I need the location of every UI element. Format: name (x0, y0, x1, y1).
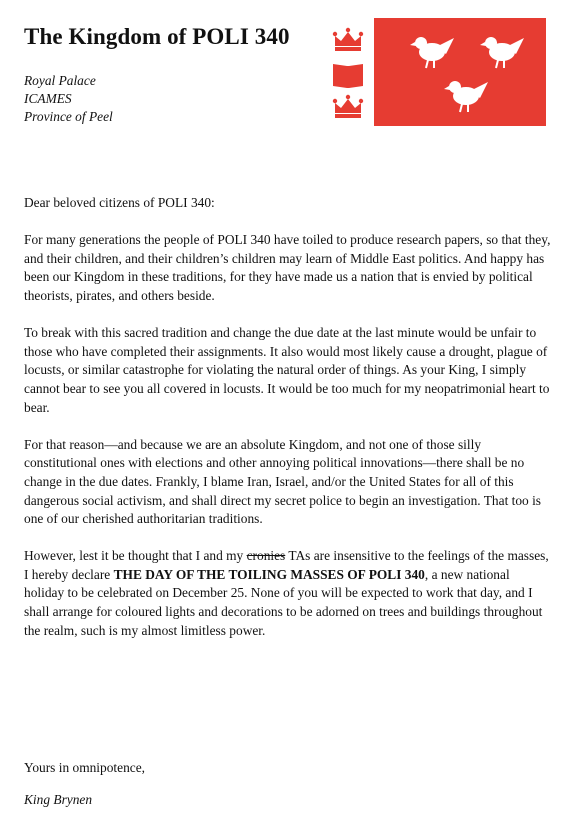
paragraph (24, 547, 552, 640)
address-line: ICAMES (24, 91, 72, 106)
paragraph: For that reason—and because we are an absolute Kingdom, and not one of those silly constitutional ones with elections and other annoying political innovations—there shall be no change in the due dates. Frankly, I blame Iran, Israel, and/or the United States for all of this dangerous social activism, and shall direct my secret police to begin an investigation. That too is one of our cherished authoritarian traditions. (24, 436, 542, 527)
closing: Yours in omnipotence, (24, 760, 146, 775)
book-icon (333, 64, 363, 88)
address-line: Royal Palace (24, 73, 96, 88)
paragraph: To break with this sacred tradition and change the due date at the last minute would be unfair to those who have completed their assignments. It also would most likely cause a drought, plague of locusts, or similar catastrophe for violating the natural order of things. As your King, I simply cannot bear to see you all covered in locusts. It would be too much for my neopatrimonial heart to bear. (24, 325, 550, 415)
text-run: However, lest it be thought that I and my (24, 548, 247, 564)
address-line: Province of Peel (24, 109, 113, 124)
salutation: Dear beloved citizens of POLI 340: (24, 195, 215, 210)
crown-icon (333, 95, 363, 118)
paragraph: For many generations the people of POLI 340 have toiled to produce research papers, so that they, and their children, and their children’s children may learn of Middle East politics. And happy has been our Kingdom in these traditions, for they have made us a nation that is envied by political theorists, pirates, and others beside. (24, 232, 551, 303)
struck-word: cronies (246, 548, 286, 564)
text-run: TAs are insensitive to the feelings of the masses, I hereby declare (24, 548, 549, 582)
crest-emblems (330, 24, 366, 126)
letterhead-title: The Kingdom of POLI 340 (24, 24, 290, 49)
crown-icon (333, 28, 363, 51)
signature: King Brynen (24, 792, 93, 807)
holiday-name: THE DAY OF THE TOILING MASSES OF POLI 340 (113, 566, 425, 582)
letter-body (24, 194, 552, 659)
crest-banner (374, 18, 546, 126)
text-run: , a new national holiday to be celebrated on December 25. None of you will be expected to work that day, and I shall arrange for coloured lights and decorations to be adorned on trees and buildings throughout the realm, such is my almost limitless power. (24, 566, 543, 638)
letterhead-address (24, 72, 113, 126)
